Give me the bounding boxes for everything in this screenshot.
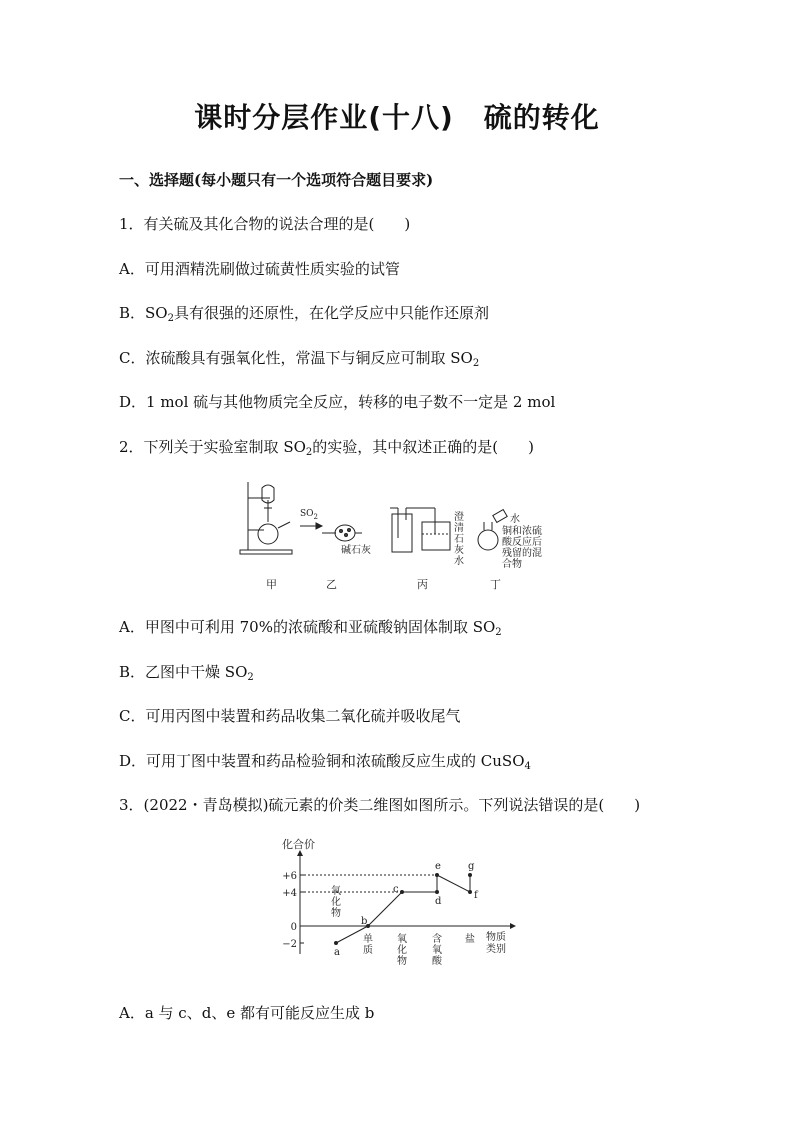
point-label-f: f — [474, 890, 478, 901]
apparatus-bing — [390, 508, 467, 567]
page-title — [0, 96, 794, 136]
point-label-b: b — [361, 916, 368, 927]
q1-option-c — [119, 347, 479, 368]
q2-option-d — [119, 750, 531, 771]
q1-option-a: A．可用酒精洗刷做过硫黄性质实验的试管 — [119, 260, 400, 278]
soda-lime-label: 碱石灰 — [341, 545, 371, 556]
q2-stem-pre: 2．下列关于实验室制取 SO — [119, 438, 306, 456]
category-label: 单 — [363, 934, 373, 945]
category-label: 酸 — [432, 956, 442, 967]
annotation-label: 物 — [331, 908, 341, 919]
water-label: 水 — [510, 514, 520, 525]
valence-chart — [270, 832, 530, 972]
q2-d-pre: D．可用丁图中装置和药品检验铜和浓硫酸反应生成的 CuSO — [119, 752, 525, 770]
point-d — [435, 890, 439, 894]
q2-b-sub: 2 — [247, 672, 254, 683]
x-axis-label-1: 物质 — [486, 932, 506, 943]
title-main: 课时分层作业(十八) — [194, 101, 454, 134]
q2-stem-sub: 2 — [305, 447, 313, 458]
apparatus-ding — [478, 510, 545, 570]
category-label: 含 — [432, 934, 442, 945]
caption-bing: 丙 — [417, 578, 428, 591]
y-axis-label: 化合价 — [282, 838, 315, 851]
point-c — [400, 890, 404, 894]
apparatus-figure — [230, 478, 570, 592]
q1-b-pre: B．SO — [119, 304, 168, 322]
q1-option-b — [119, 302, 489, 323]
q2-a-sub: 2 — [495, 627, 502, 638]
category-label: 氧 — [432, 945, 442, 956]
point-a — [334, 941, 338, 945]
apparatus-yi — [300, 509, 371, 556]
q2-a-pre: A．甲图中可利用 70%的浓硫酸和亚硫酸钠固体制取 SO — [119, 618, 496, 636]
mixture-label: 铜和浓硫 酸反应后 残留的混 合物 — [502, 526, 542, 570]
segment-e-f — [437, 875, 470, 892]
point-f — [468, 890, 472, 894]
category-label: 物 — [397, 956, 407, 967]
point-label-c: c — [393, 884, 399, 895]
q1-b-sub: 2 — [167, 313, 174, 324]
point-label-a: a — [334, 947, 340, 958]
category-label: 盐 — [465, 934, 475, 945]
category-label: 氧 — [397, 934, 407, 945]
point-label-g: g — [468, 861, 475, 872]
section-heading-note: (每小题只有一个选项符合题目要求) — [194, 171, 434, 189]
annotation-label: 氧 — [331, 886, 341, 897]
q2-option-b — [119, 661, 254, 682]
caption-yi: 乙 — [326, 578, 337, 591]
section-heading-label: 一、选择题 — [119, 171, 195, 189]
q1-c-sub: 2 — [472, 358, 480, 369]
point-e — [435, 873, 439, 877]
q2-d-sub: 4 — [524, 761, 531, 772]
y-tick-label: +6 — [282, 871, 297, 882]
title-sub: 硫的转化 — [483, 101, 600, 134]
q3-stem: 3．(2022・青岛模拟)硫元素的价类二维图如图所示。下列说法错误的是( ) — [119, 796, 641, 814]
category-label: 化 — [397, 945, 407, 956]
annotation-label: 化 — [331, 897, 341, 908]
x-axis-label-2: 类别 — [486, 944, 506, 955]
q1-c-pre: C．浓硫酸具有强氧化性，常温下与铜反应可制取 SO — [119, 349, 473, 367]
limewater-label: 澄 清 石 灰 水 — [454, 512, 464, 567]
section-heading — [119, 169, 433, 190]
y-tick-label: −2 — [282, 939, 297, 950]
category-label: 质 — [363, 945, 373, 956]
point-g — [468, 873, 472, 877]
q2-stem-post: 的实验，其中叙述正确的是( ) — [312, 438, 534, 456]
y-tick-label: +4 — [282, 888, 297, 899]
point-label-d: d — [435, 896, 442, 907]
q2-option-c: C．可用丙图中装置和药品收集二氧化硫并吸收尾气 — [119, 707, 461, 725]
y-tick-label: 0 — [290, 922, 297, 933]
q1-option-d: D．1 mol 硫与其他物质完全反应，转移的电子数不一定是 2 mol — [119, 393, 556, 411]
caption-ding: 丁 — [490, 578, 501, 591]
q2-b-pre: B．乙图中干燥 SO — [119, 663, 248, 681]
x-axis-arrow — [510, 923, 516, 929]
q2-stem — [119, 436, 534, 457]
q3-option-a: A．a 与 c、d、e 都有可能反应生成 b — [119, 1004, 375, 1022]
so2-label: $SO_2$ — [300, 509, 319, 521]
apparatus-jia — [240, 482, 292, 554]
caption-jia: 甲 — [266, 578, 277, 591]
q2-option-a — [119, 616, 502, 637]
point-label-e: e — [435, 861, 441, 872]
q1-stem: 1．有关硫及其化合物的说法合理的是( ) — [119, 215, 411, 233]
segment-b-c — [368, 892, 402, 926]
q1-b-post: 具有很强的还原性，在化学反应中只能作还原剂 — [173, 304, 489, 322]
